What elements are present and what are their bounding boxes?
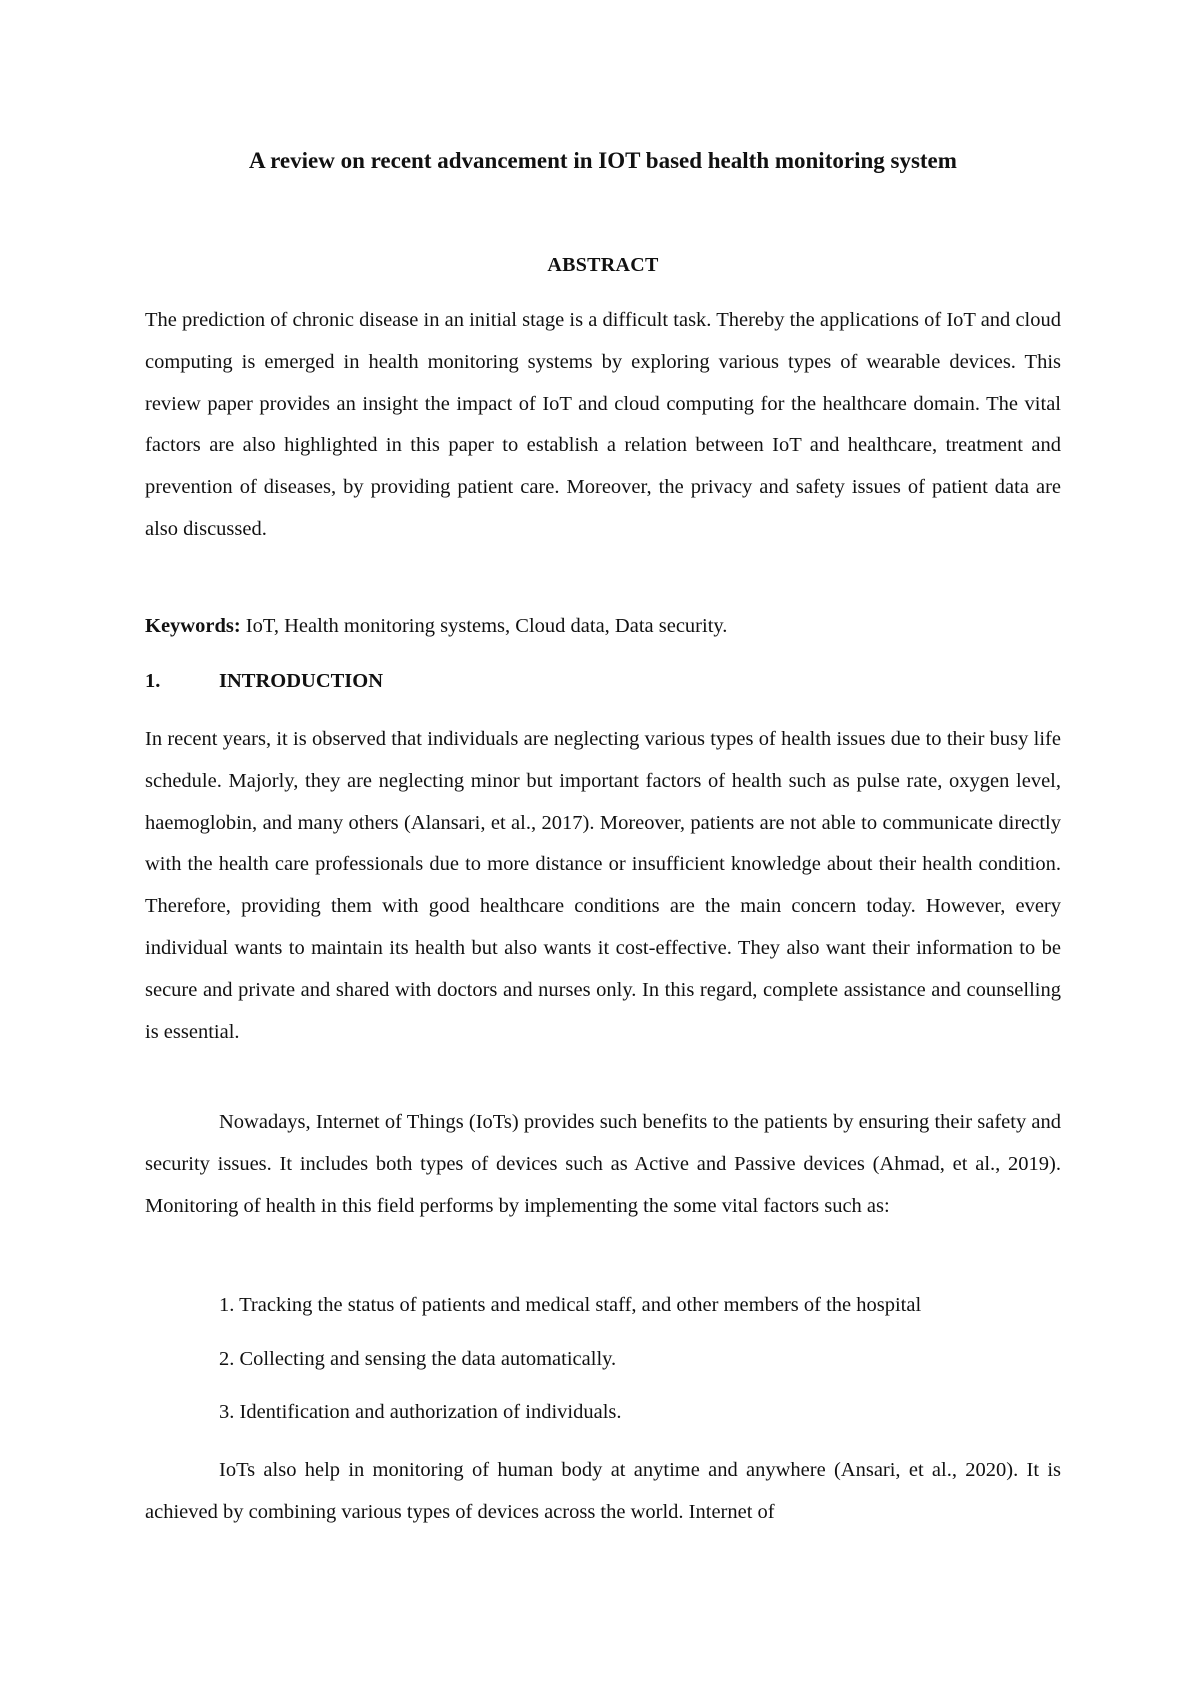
section-number: 1.: [145, 670, 161, 692]
list-item: 2. Collecting and sensing the data automatically.: [219, 1348, 617, 1370]
intro-paragraph-1: In recent years, it is observed that individuals are neglecting various types of health issues due to their busy life schedule. Majorly, they are neglecting minor but important factors of health such as pulse rate, oxygen level, haemoglobin, and many others (Alansari, et al., 2017). Moreover, patients are not able to communicate directly with the health care professionals due to more distance or insufficient knowledge about their health condition. Therefore, providing them with good healthcare conditions are the main concern today. However, every individual wants to maintain its health but also wants it cost-effective. They also want their information to be secure and private and shared with doctors and nurses only. In this regard, complete assistance and counselling is essential.: [145, 728, 1061, 1043]
section-heading-introduction: [145, 666, 1061, 696]
abstract-paragraph: The prediction of chronic disease in an initial stage is a difficult task. Thereby the applications of IoT and cloud computing is emerged in health monitoring systems by exploring various types of wearable devices. This review paper provides an insight the impact of IoT and cloud computing for the healthcare domain. The vital factors are also highlighted in this paper to establish a relation between IoT and healthcare, treatment and prevention of diseases, by providing patient care. Moreover, the privacy and safety issues of patient data are also discussed.: [145, 309, 1061, 540]
list-item: 3. Identification and authorization of individuals.: [219, 1401, 622, 1423]
paper-title: A review on recent advancement in IOT based health monitoring system: [249, 148, 957, 173]
intro-paragraph-3: IoTs also help in monitoring of human body at anytime and anywhere (Ansari, et al., 2020). It is achieved by combining various types of devices across the world. Internet of: [145, 1459, 1061, 1523]
keywords-text: IoT, Health monitoring systems, Cloud data, Data security.: [240, 615, 728, 637]
keywords-label: Keywords:: [145, 615, 241, 637]
list-item: 1. Tracking the status of patients and medical staff, and other members of the hospital: [219, 1294, 922, 1316]
intro-paragraph-2: Nowadays, Internet of Things (IoTs) provides such benefits to the patients by ensuring their safety and security issues. It includes both types of devices such as Active and Passive devices (Ahmad, et al., 2019). Monitoring of health in this field performs by implementing the some vital factors such as:: [145, 1111, 1061, 1217]
keywords-line: [145, 611, 1061, 641]
section-title: INTRODUCTION: [219, 670, 384, 692]
abstract-heading: ABSTRACT: [547, 254, 659, 276]
